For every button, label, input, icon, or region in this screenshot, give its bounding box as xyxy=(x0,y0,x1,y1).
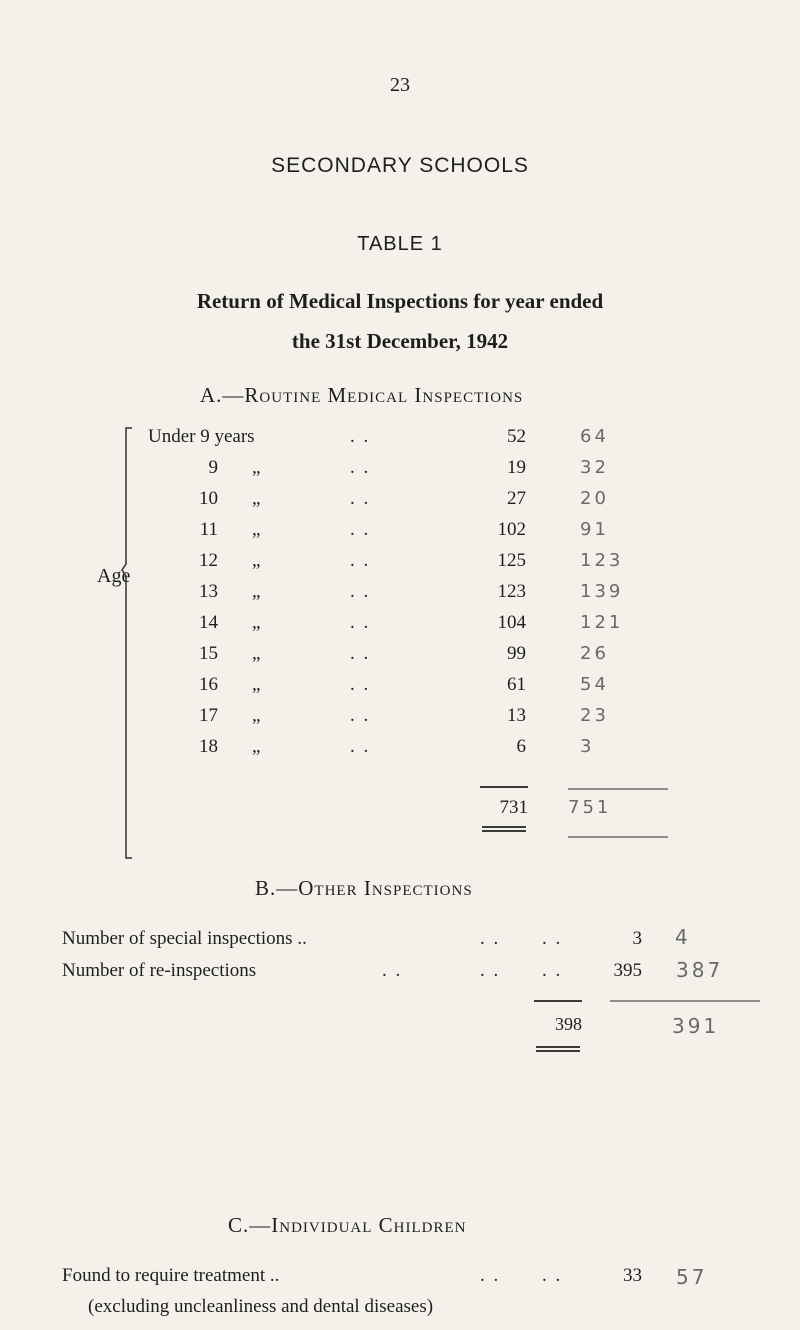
dot-leader: . . xyxy=(350,612,371,633)
age-row xyxy=(0,426,800,458)
age-count: 104 xyxy=(497,612,526,633)
treatment-label: Found to require treatment .. xyxy=(62,1265,280,1286)
age-label: 14 xyxy=(199,612,218,633)
dot-leader: . . xyxy=(350,519,371,540)
handwritten-count: 121 xyxy=(580,612,624,633)
handwritten-underline xyxy=(568,836,668,838)
dot-leader: . . xyxy=(350,736,371,757)
handwritten-count: 64 xyxy=(580,426,609,447)
page-number: 23 xyxy=(390,74,410,96)
handwritten-count: 139 xyxy=(580,581,624,602)
section-a-total: 731 xyxy=(499,797,528,818)
age-row xyxy=(0,519,800,551)
ditto-mark: „ xyxy=(252,612,261,633)
ditto-mark: „ xyxy=(252,519,261,540)
age-group-label: Age xyxy=(97,565,131,587)
section-b-double-line-1 xyxy=(536,1046,580,1048)
age-label: 9 xyxy=(208,457,218,478)
age-count: 27 xyxy=(507,488,526,509)
age-row xyxy=(0,736,800,768)
dot-leader: . . xyxy=(350,426,371,447)
age-count: 102 xyxy=(497,519,526,540)
treatment-note: (excluding uncleanliness and dental diseases) xyxy=(88,1296,434,1317)
section-a-double-line-2 xyxy=(482,830,526,832)
age-count: 19 xyxy=(507,457,526,478)
special-inspections-row xyxy=(62,928,662,958)
handwritten-count: 91 xyxy=(580,519,609,540)
special-inspections-value: 3 xyxy=(632,928,642,949)
age-count: 125 xyxy=(497,550,526,571)
section-c-heading: C.—Individual Children xyxy=(228,1213,467,1237)
re-inspections-label: Number of re-inspections xyxy=(62,960,257,981)
age-label: 18 xyxy=(199,736,218,757)
ditto-mark: „ xyxy=(252,643,261,664)
age-row xyxy=(0,643,800,675)
dot-leader: . . xyxy=(350,488,371,509)
re-inspections-row xyxy=(62,960,662,990)
treatment-value: 33 xyxy=(623,1265,642,1286)
table-label: TABLE 1 xyxy=(357,233,443,255)
age-row xyxy=(0,488,800,520)
age-row xyxy=(0,612,800,644)
dot-leader: . . xyxy=(542,928,563,949)
age-label: 17 xyxy=(199,705,218,726)
handwritten-count: 26 xyxy=(580,643,609,664)
section-b-heading: B.—Other Inspections xyxy=(255,876,473,900)
handwritten-count: 32 xyxy=(580,457,609,478)
ditto-mark: „ xyxy=(252,550,261,571)
age-row xyxy=(0,550,800,582)
handwritten-count: 3 xyxy=(580,736,595,757)
age-count: 61 xyxy=(507,674,526,695)
section-b-total: 398 xyxy=(555,1014,582,1034)
age-label: Under 9 years xyxy=(148,426,255,447)
ditto-mark: „ xyxy=(252,457,261,478)
ditto-mark: „ xyxy=(252,581,261,602)
special-inspections-handwritten: 4 xyxy=(675,925,691,949)
section-b-sum-line xyxy=(534,1000,582,1002)
age-label: 13 xyxy=(199,581,218,602)
dot-leader: . . xyxy=(350,581,371,602)
dot-leader: . . xyxy=(350,550,371,571)
age-label: 12 xyxy=(199,550,218,571)
handwritten-sum-line xyxy=(568,788,668,790)
age-row xyxy=(0,457,800,489)
treatment-row xyxy=(62,1265,662,1295)
handwritten-count: 23 xyxy=(580,705,609,726)
dot-leader: . . xyxy=(542,1265,563,1286)
age-label: 15 xyxy=(199,643,218,664)
special-inspections-label: Number of special inspections .. xyxy=(62,928,307,949)
treatment-handwritten: 57 xyxy=(676,1265,708,1289)
dot-leader: . . xyxy=(350,674,371,695)
section-a-handwritten-total: 751 xyxy=(568,797,612,818)
dot-leader: . . xyxy=(350,643,371,664)
section-b-handwritten-total: 391 xyxy=(672,1014,720,1038)
age-count: 52 xyxy=(507,426,526,447)
handwritten-count: 123 xyxy=(580,550,624,571)
age-row xyxy=(0,705,800,737)
age-label: 10 xyxy=(199,488,218,509)
re-inspections-handwritten: 387 xyxy=(676,958,724,982)
section-a-double-line-1 xyxy=(482,826,526,828)
age-count: 13 xyxy=(507,705,526,726)
dot-leader: . . xyxy=(480,960,501,981)
ditto-mark: „ xyxy=(252,674,261,695)
dot-leader: . . xyxy=(350,457,371,478)
handwritten-count: 54 xyxy=(580,674,609,695)
age-label: 16 xyxy=(199,674,218,695)
age-count: 6 xyxy=(516,736,526,757)
age-row xyxy=(0,674,800,706)
table-subtitle-line2: the 31st December, 1942 xyxy=(291,329,509,353)
section-a-sum-line xyxy=(480,786,528,788)
ditto-mark: „ xyxy=(252,488,261,509)
re-inspections-value: 395 xyxy=(613,960,642,981)
age-row xyxy=(0,581,800,613)
dot-leader: . . xyxy=(350,705,371,726)
ditto-mark: „ xyxy=(252,705,261,726)
page-title: SECONDARY SCHOOLS xyxy=(271,154,529,177)
handwritten-sum-line xyxy=(610,1000,760,1002)
handwritten-count: 20 xyxy=(580,488,609,509)
dot-leader: . . xyxy=(382,960,403,981)
section-a-heading: A.—Routine Medical Inspections xyxy=(200,383,524,407)
dot-leader: . . xyxy=(480,1265,501,1286)
section-b-double-line-2 xyxy=(536,1050,580,1052)
age-label: 11 xyxy=(199,519,218,540)
section-a-total-row xyxy=(0,797,800,829)
dot-leader: . . xyxy=(542,960,563,981)
age-count: 99 xyxy=(507,643,526,664)
ditto-mark: „ xyxy=(252,736,261,757)
dot-leader: . . xyxy=(480,928,501,949)
table-subtitle-line1: Return of Medical Inspections for year ended xyxy=(196,289,604,313)
age-count: 123 xyxy=(497,581,526,602)
